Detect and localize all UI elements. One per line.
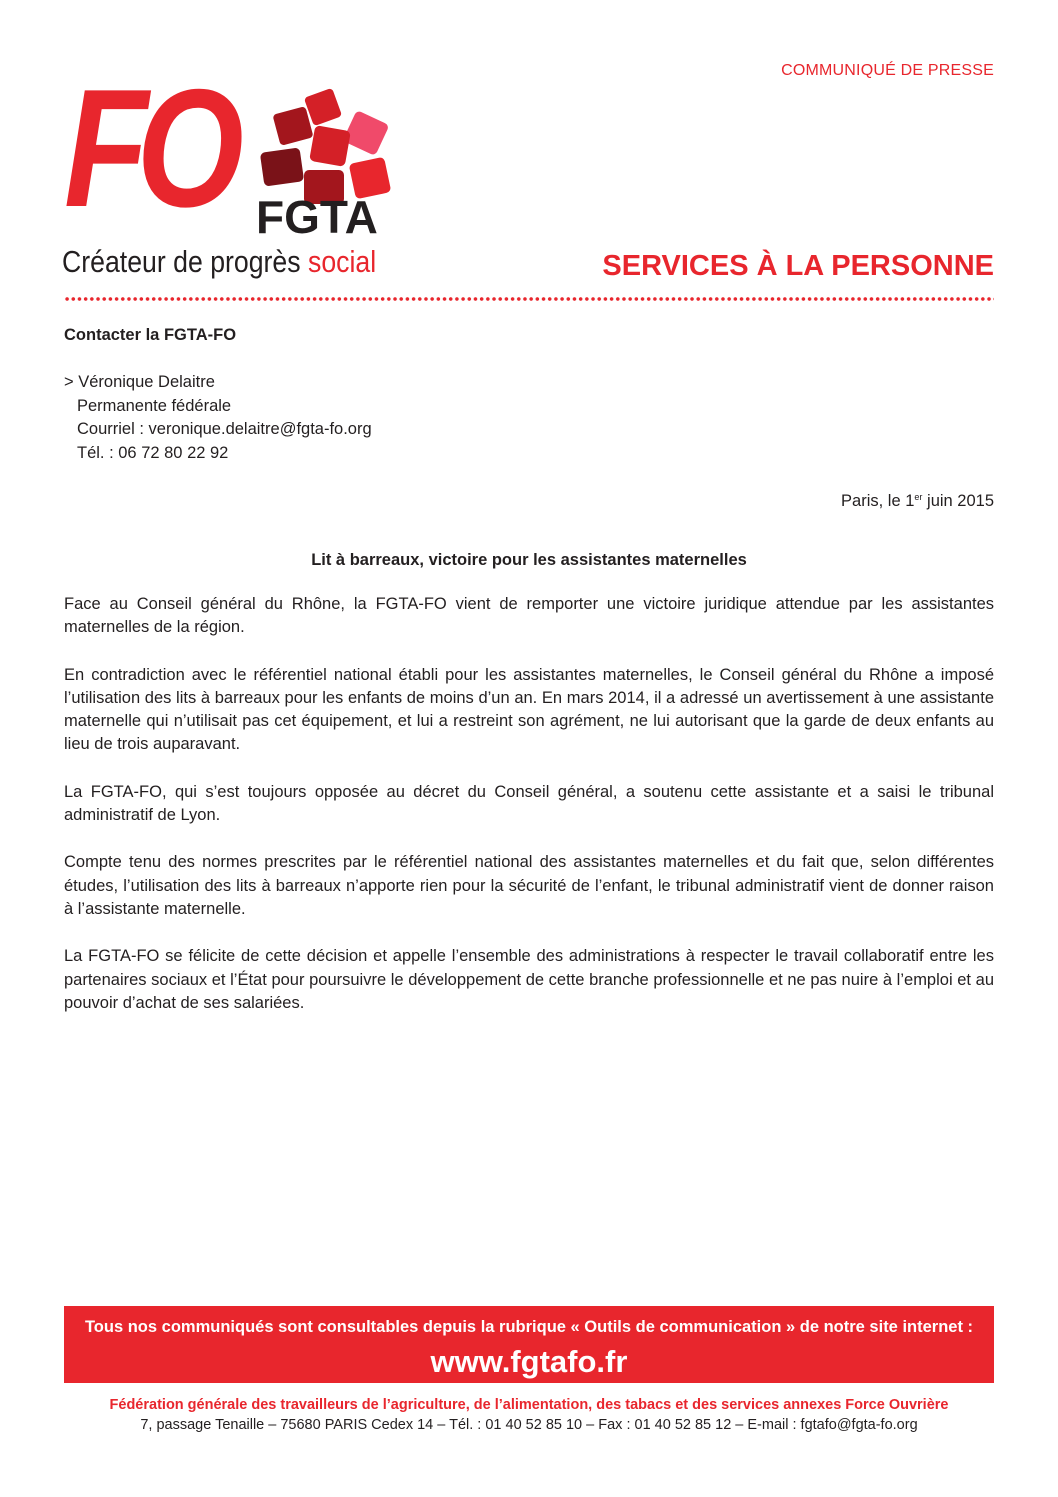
contact-phone: Tél. : 06 72 80 22 92 <box>77 443 229 462</box>
article-paragraph: Face au Conseil général du Rhône, la FGTA-FO vient de remporter une victoire juridique attendue par les assistantes maternelles de la région. <box>64 595 994 637</box>
contact-role: Permanente fédérale <box>77 396 232 415</box>
tagline-accent: social <box>308 244 377 279</box>
date-prefix: Paris, le 1 <box>841 492 915 510</box>
federation-name: Fédération générale des travailleurs de l’agriculture, de l’alimentation, des tabacs et des services annexes Force Ouvrière <box>109 1397 949 1413</box>
tagline-main: Créateur de progrès <box>62 244 301 279</box>
logo-tagline <box>62 246 376 277</box>
website-link[interactable]: www.fgtafo.fr <box>430 1344 628 1379</box>
contact-block <box>64 371 372 465</box>
article-paragraph: Compte tenu des normes prescrites par le référentiel national des assistantes maternelles et du fait que, selon différentes études, l’utilisation des lits à barreaux n’apporte rien pour la sécurité de l’enfant, le tribunal administratif vient de donner raison à l’assistante maternelle. <box>64 853 994 918</box>
article-paragraph: La FGTA-FO se félicite de cette décision et appelle l’ensemble des administrations à respecter le travail collaboratif entre les partenaires sociaux et l’État pour poursuivre le développement de cette branche professionnelle et ne pas nuire à l’emploi et au pouvoir d’achat de ses salariées. <box>64 947 994 1012</box>
logo-fo-mark: FO <box>64 54 233 242</box>
date-ordinal: er <box>914 492 923 502</box>
article-paragraph: En contradiction avec le référentiel national établi pour les assistantes maternelles, le Conseil général du Rhône a imposé l’utilisation des lits à barreaux pour les enfants de moins d’un an. En mars 2014, il a adressé un avertissement à une assistante maternelle qui n’utilisait pas cet équipement, et lui a restreint son agrément, ne lui autorisant que la garde de deux enfants au lieu de trois auparavant. <box>64 665 994 754</box>
press-release-label: COMMUNIQUÉ DE PRESSE <box>781 62 994 79</box>
contact-email[interactable]: Courriel : veronique.delaitre@fgta-fo.org <box>77 420 372 438</box>
contact-name: > Véronique Delaitre <box>64 373 215 391</box>
section-title: SERVICES À LA PERSONNE <box>602 250 994 282</box>
article-title: Lit à barreaux, victoire pour les assistantes maternelles <box>311 551 747 569</box>
document-date <box>841 492 994 511</box>
article-paragraph: La FGTA-FO, qui s’est toujours opposée au décret du Conseil général, a soutenu cette assistante et a saisi le tribunal administratif de Lyon. <box>64 782 994 825</box>
fgta-fo-logo <box>60 54 420 285</box>
contact-heading: Contacter la FGTA-FO <box>64 326 237 344</box>
article-body <box>64 593 994 1039</box>
footer-banner <box>64 1306 994 1383</box>
federation-address: 7, passage Tenaille – 75680 PARIS Cedex 14 – Tél. : 01 40 52 85 10 – Fax : 01 40 52 85 12 – E-mail : fgtafo@fgta-fo.org <box>140 1417 918 1433</box>
date-suffix: juin 2015 <box>922 492 994 510</box>
logo-fgta-text: FGTA <box>256 191 378 243</box>
dotted-divider <box>64 296 994 302</box>
footer-note: Tous nos communiqués sont consultables depuis la rubrique « Outils de communication » de notre site internet : <box>84 1318 974 1336</box>
